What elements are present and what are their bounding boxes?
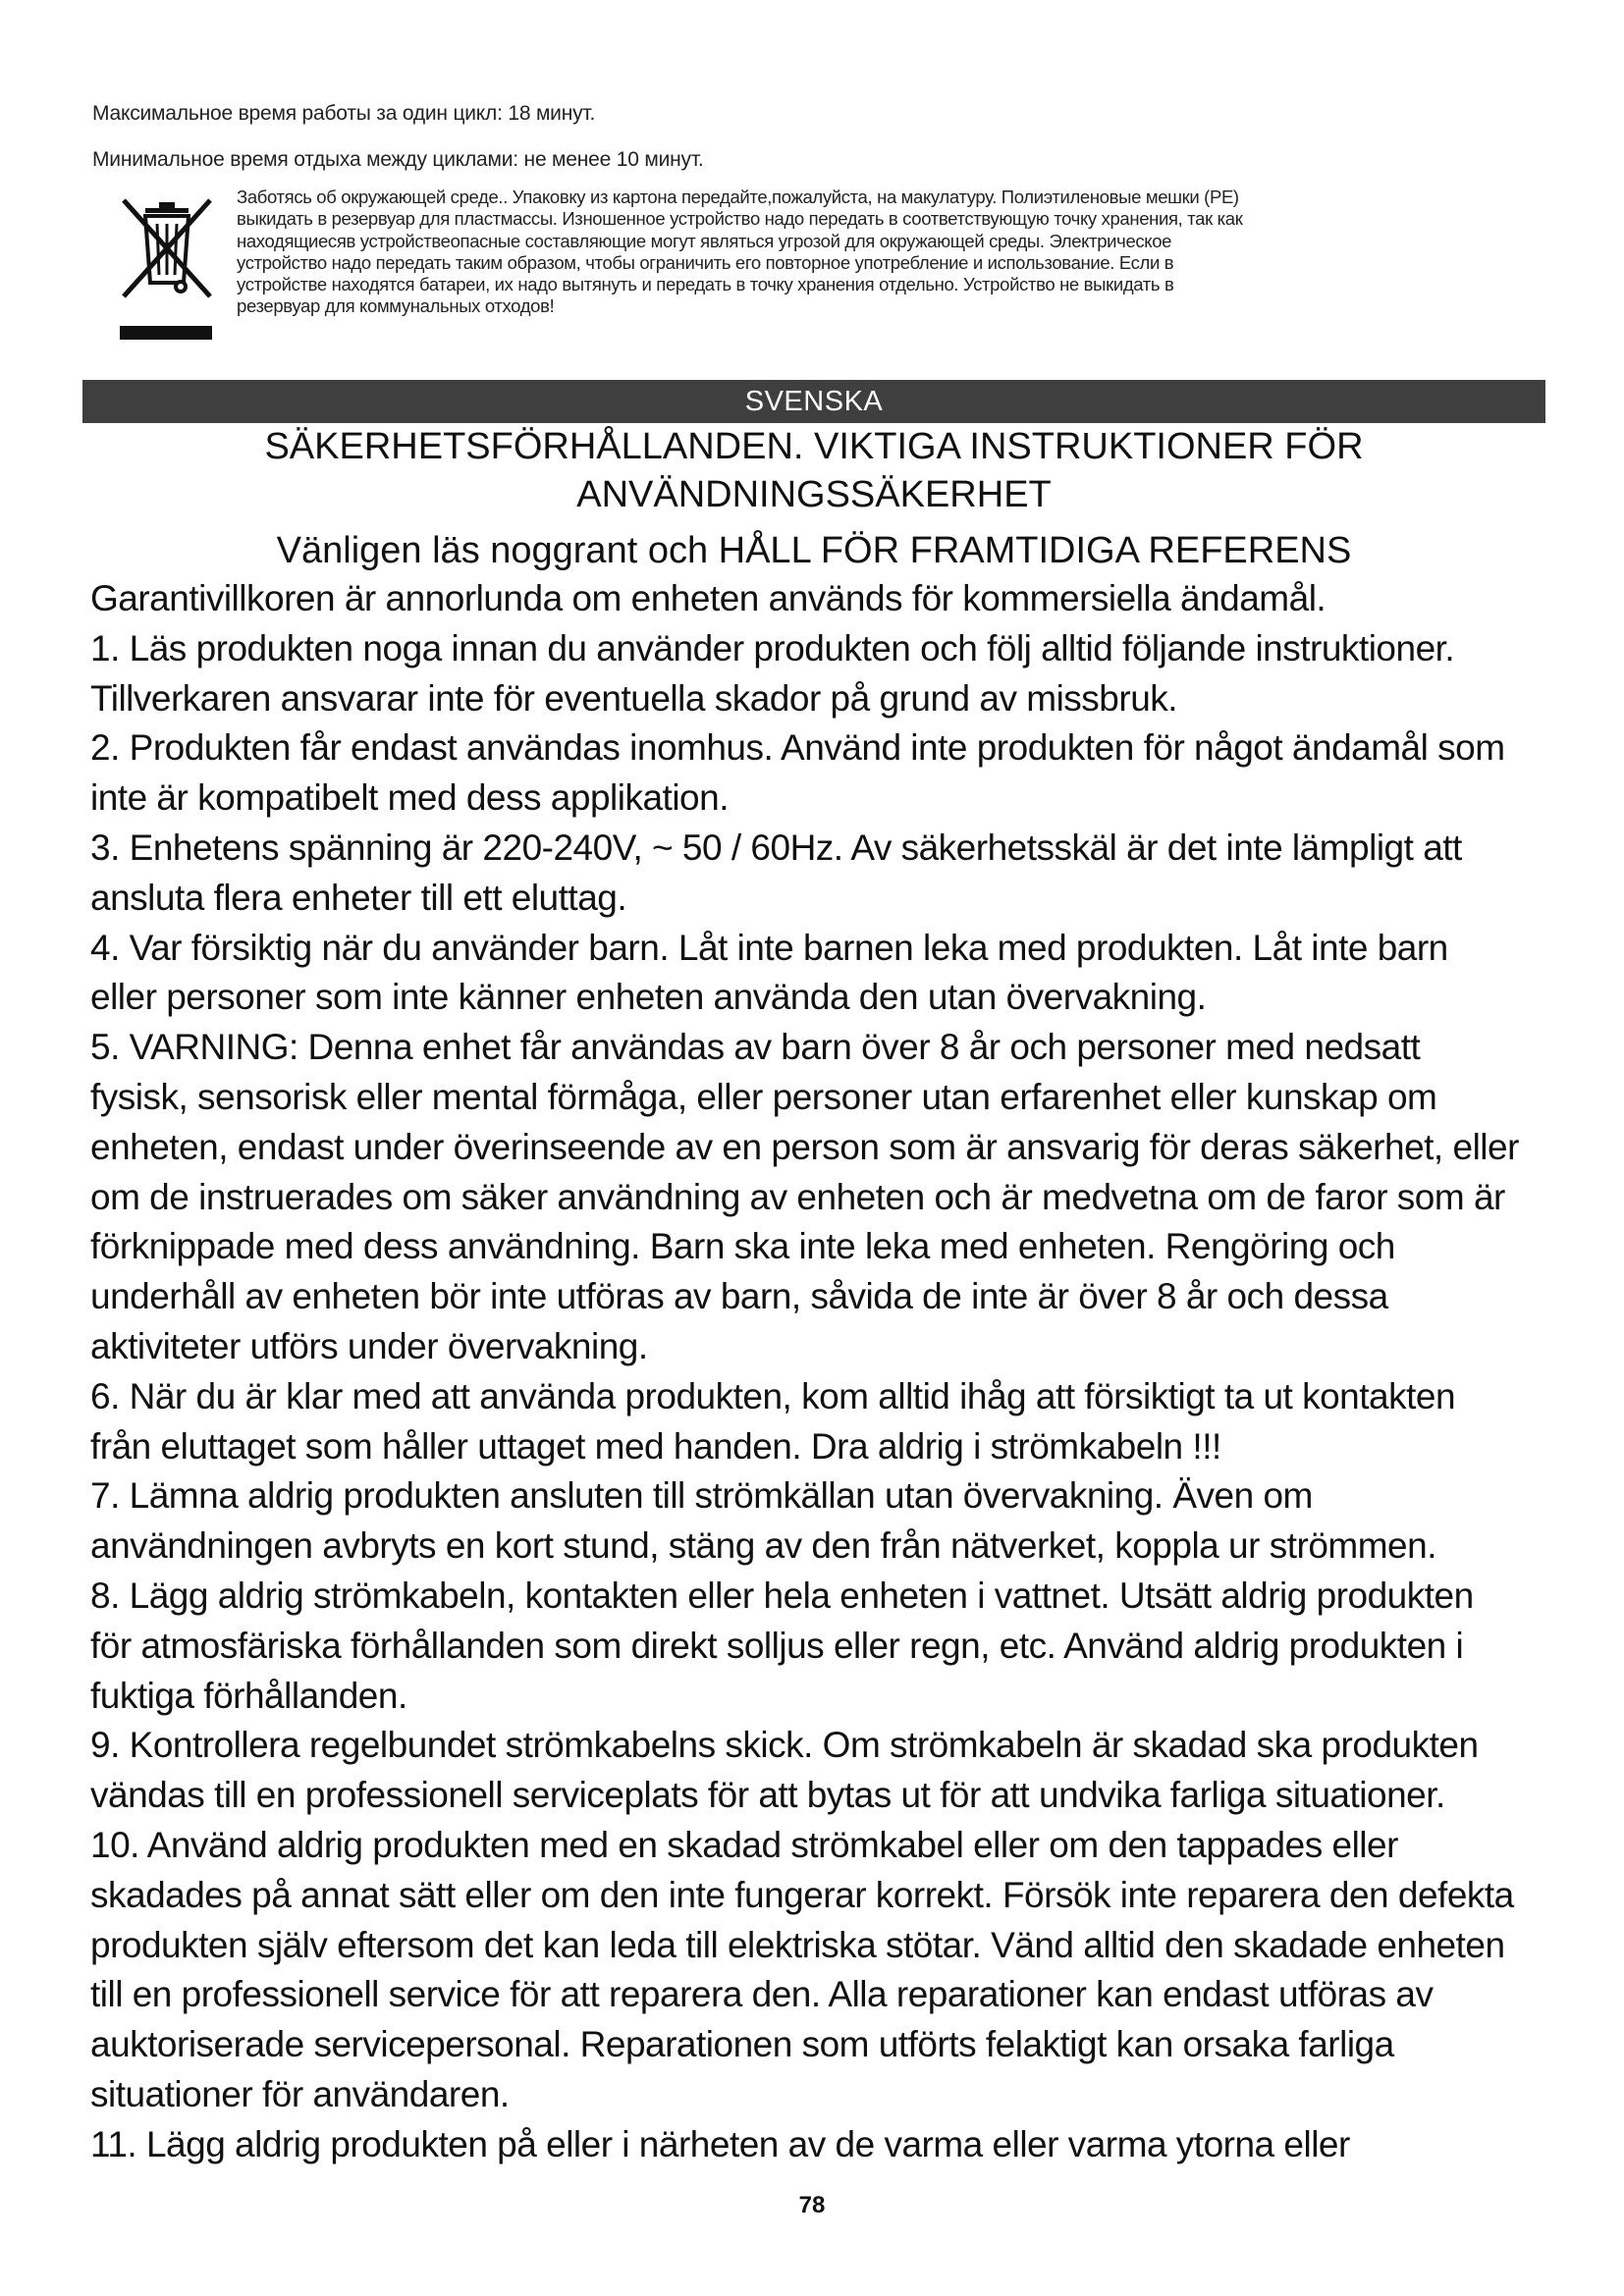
instruction-line: 9. Kontrollera regelbundet strömkabelns skick. Om strömkabeln är skadad ska produkten <box>90 1725 1479 1766</box>
environment-notice-line: выкидать в резервуар для пластмассы. Изношенное устройство надо передать в соответствующую точку хранения, так как <box>237 208 1243 230</box>
environment-notice-line: устройстве находятся батареи, их надо вытянуть и передать в точку хранения отдельно. Устройство не выкидать в <box>237 274 1174 295</box>
environment-notice-line: находящиесяв устройствеопасные составляющие могут являться угрозой для окружающей среды. Электрическое <box>237 230 1172 251</box>
instruction-line: 5. VARNING: Denna enhet får användas av barn över 8 år och personer med nedsatt <box>90 1027 1421 1068</box>
instruction-line: till en professionell service för att reparera den. Alla reparationer kan endast utföras av <box>90 1974 1434 2015</box>
russian-min-rest-time: Минимальное время отдыха между циклами: не менее 10 минут. <box>92 148 704 171</box>
environment-notice-line: Заботясь об окружающей среде.. Упаковку из картона передайте,пожалуйста, на макулатуру. Полиэтиленовые мешки (PE) <box>237 187 1239 207</box>
instruction-line: Garantivillkoren är annorlunda om enheten används för kommersiella ändamål. <box>90 578 1326 618</box>
instruction-line: 1. Läs produkten noga innan du använder produkten och följ alltid följande instruktioner. <box>90 627 1455 668</box>
instruction-line: 6. När du är klar med att använda produkten, kom alltid ihåg att försiktigt ta ut kontakten <box>90 1375 1456 1416</box>
instruction-line: underhåll av enheten bör inte utföras av barn, såvida de inte är över 8 år och dessa <box>90 1276 1388 1317</box>
language-section-header: SVENSKA <box>82 380 1545 423</box>
environment-notice-line: устройство надо передать таким образом, чтобы ограничить его повторное употребление и использование. Если в <box>237 251 1174 273</box>
instruction-line: fuktiga förhållanden. <box>90 1675 407 1716</box>
section-title-line-1: SÄKERHETSFÖRHÅLLANDEN. VIKTIGA INSTRUKTIONER FÖR <box>264 426 1364 467</box>
page-number: 78 <box>798 2192 826 2218</box>
environment-notice <box>237 187 1444 318</box>
instruction-line: 3. Enhetens spänning är 220-240V, ~ 50 / 60Hz. Av säkerhetsskäl är det inte lämpligt att <box>90 828 1462 868</box>
instruction-line: enheten, endast under överinseende av en person som är ansvarig för deras säkerhet, eller <box>90 1126 1519 1167</box>
instruction-line: 10. Använd aldrig produkten med en skadad strömkabel eller om den tappades eller <box>90 1825 1398 1865</box>
section-title-line-2: ANVÄNDNINGSSÄKERHET <box>576 474 1052 515</box>
instruction-line: förknippade med dess användning. Barn ska inte leka med enheten. Rengöring och <box>90 1226 1395 1267</box>
instruction-line: situationer för användaren. <box>90 2074 510 2114</box>
instruction-line: 4. Var försiktig när du använder barn. Låt inte barnen leka med produkten. Låt inte barn <box>90 927 1448 968</box>
instruction-line: fysisk, sensorisk eller mental förmåga, eller personer utan erfarenhet eller kunskap om <box>90 1077 1437 1117</box>
instruction-line: användningen avbryts en kort stund, stäng av den från nätverket, koppla ur strömmen. <box>90 1525 1436 1567</box>
instruction-line: eller personer som inte känner enheten använda den utan övervakning. <box>90 977 1207 1018</box>
instruction-line: skadades på annat sätt eller om den inte fungerar korrekt. Försök inte reparera den defekta <box>90 1874 1514 1915</box>
instruction-line: aktiviteter utförs under övervakning. <box>90 1326 648 1366</box>
russian-max-operating-time: Максимальное время работы за один цикл: 18 минут. <box>92 102 596 125</box>
crossed-out-wheelie-bin-icon <box>116 194 216 342</box>
instruction-line: 8. Lägg aldrig strömkabeln, kontakten eller hela enheten i vattnet. Utsätt aldrig produkten <box>90 1575 1474 1616</box>
instruction-line: vändas till en professionell serviceplats för att bytas ut för att undvika farliga situationer. <box>90 1775 1445 1816</box>
section-subtitle: Vänligen läs noggrant och HÅLL FÖR FRAMTIDIGA REFERENS <box>276 530 1352 571</box>
instruction-line: om de instruerades om säker användning av enheten och är medvetna om de faror som är <box>90 1176 1505 1217</box>
instruction-line: inte är kompatibelt med dess applikation. <box>90 777 729 819</box>
instruction-line: 2. Produkten får endast användas inomhus. Använd inte produkten för något ändamål som <box>90 727 1505 769</box>
instruction-line: ansluta flera enheter till ett eluttag. <box>90 877 627 918</box>
environment-notice-line: резервуар для коммунальных отходов! <box>237 295 555 317</box>
instruction-line: produkten själv eftersom det kan leda till elektriska stötar. Vänd alltid den skadade enheten <box>90 1924 1505 1965</box>
instruction-line: auktoriserade servicepersonal. Reparationen som utförts felaktigt kan orsaka farliga <box>90 2024 1394 2065</box>
instruction-line: från eluttaget som håller uttaget med handen. Dra aldrig i strömkabeln !!! <box>90 1425 1221 1467</box>
instruction-line: för atmosfäriska förhållanden som direkt solljus eller regn, etc. Använd aldrig produkten i <box>90 1625 1464 1666</box>
instruction-line: Tillverkaren ansvarar inte för eventuella skador på grund av missbruk. <box>90 677 1178 719</box>
instruction-line: 11. Lägg aldrig produkten på eller i närheten av de varma eller varma ytorna eller <box>90 2123 1350 2164</box>
instruction-line: 7. Lämna aldrig produkten ansluten till strömkällan utan övervakning. Även om <box>90 1475 1313 1517</box>
